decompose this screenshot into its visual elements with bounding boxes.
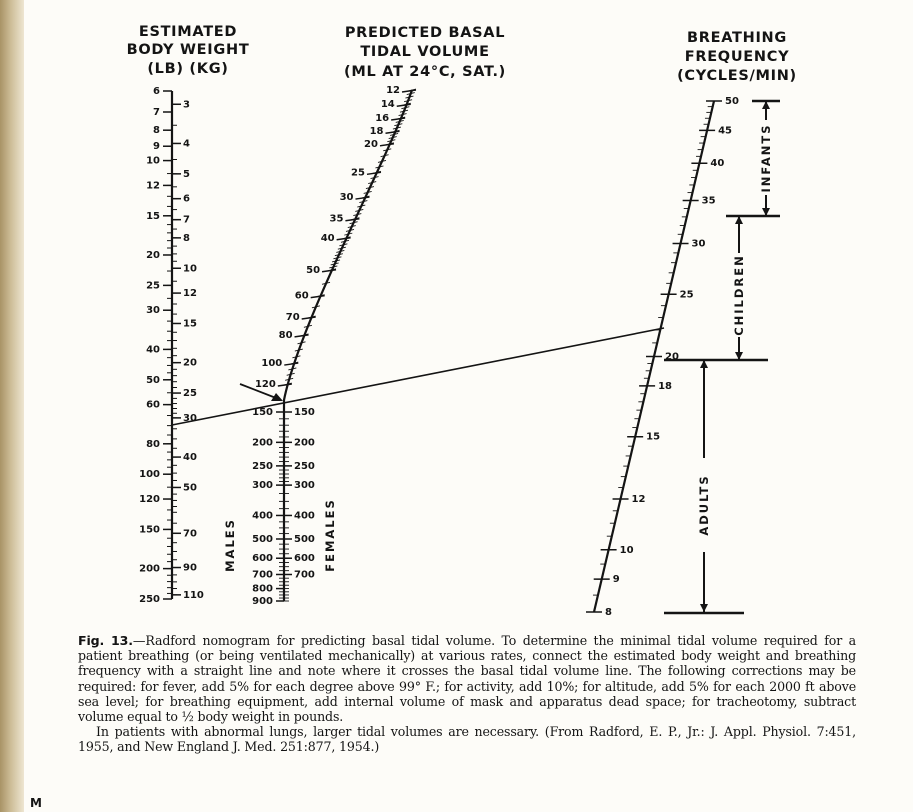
males-label: MALES	[223, 518, 237, 572]
male-tick-250: 250	[252, 460, 273, 472]
lb-tick-200: 200	[139, 563, 160, 575]
kg-tick-110: 110	[183, 589, 204, 601]
lb-tick-40: 40	[146, 344, 160, 356]
tidal-tick-25: 25	[351, 167, 365, 179]
females-label: FEMALES	[323, 498, 337, 572]
female-tick-300: 300	[294, 480, 315, 492]
freq-tick-25: 25	[679, 289, 694, 301]
female-tick-200: 200	[294, 437, 315, 449]
freq-tick-18: 18	[658, 380, 673, 392]
body-weight-scale	[139, 86, 204, 605]
tidal-tick-18: 18	[369, 126, 384, 138]
tidal-tick-12: 12	[386, 85, 400, 96]
kg-tick-30: 30	[183, 412, 197, 424]
lb-tick-80: 80	[146, 438, 160, 450]
caption-text-2: In patients with abnormal lungs, larger tidal volumes are necessary. (From Radford, E. P., Jr.: J. Appl. Physiol. 7:451, 1955, and New England J. Med. 251:877, 1954.)	[78, 724, 856, 755]
kg-tick-12: 12	[183, 288, 197, 300]
freq-tick-15: 15	[646, 431, 661, 443]
female-tick-400: 400	[294, 510, 315, 522]
freq-tick-20: 20	[665, 351, 679, 363]
kg-tick-40: 40	[183, 452, 197, 464]
tidal-tick-80: 80	[278, 329, 293, 341]
male-tick-200: 200	[252, 437, 273, 449]
kg-tick-20: 20	[183, 357, 197, 369]
lb-tick-8: 8	[153, 125, 160, 137]
svg-text:TIDAL VOLUME: TIDAL VOLUME	[360, 44, 490, 60]
svg-text:PREDICTED BASAL: PREDICTED BASAL	[344, 25, 506, 41]
lb-tick-120: 120	[139, 494, 160, 506]
infants-label: INFANTS	[759, 123, 773, 193]
lb-tick-150: 150	[139, 524, 160, 536]
female-tick-500: 500	[294, 533, 315, 545]
adults-bracket	[664, 360, 768, 613]
freq-tick-9: 9	[612, 574, 620, 586]
breathing-frequency-scale	[586, 96, 739, 618]
infants-bracket	[752, 101, 780, 216]
lb-tick-30: 30	[146, 305, 160, 317]
female-tick-150: 150	[294, 407, 315, 418]
kg-tick-90: 90	[183, 562, 197, 574]
tidal-tick-60: 60	[294, 290, 309, 302]
lb-tick-250: 250	[139, 594, 160, 605]
tidal-tick-35: 35	[329, 213, 344, 225]
tidal-volume-title	[344, 25, 506, 80]
kg-tick-70: 70	[183, 528, 197, 540]
female-tick-700: 700	[294, 569, 315, 581]
lb-tick-20: 20	[146, 249, 160, 261]
female-tick-250: 250	[294, 460, 315, 472]
svg-text:BREATHING: BREATHING	[687, 30, 787, 46]
figure-label: Fig. 13.	[78, 633, 133, 648]
lb-tick-12: 12	[146, 180, 160, 192]
kg-tick-6: 6	[183, 193, 190, 205]
tidal-tick-120: 120	[254, 379, 276, 391]
svg-text:(ML AT 24°C, SAT.): (ML AT 24°C, SAT.)	[344, 64, 506, 80]
freq-tick-45: 45	[718, 125, 733, 137]
lb-tick-50: 50	[146, 374, 160, 386]
caption-text: —Radford nomogram for predicting basal tidal volume. To determine the minimal tidal volume required for a patient breathing (or being ventilated mechanically) at various rates, connect the estimated body weight and breathing frequency with a straight line and note where it crosses the basal tidal volume line. The following corrections may be required: for fever, add 5% for each degree above 99° F.; for activity, add 10%; for altitude, add 5% for each 2000 ft above sea level; for breathing equipment, add internal volume of mask and apparatus dead space; for tracheotomy, subtract volume equal to ½ body weight in pounds.	[78, 633, 856, 725]
male-tick-300: 300	[252, 480, 273, 492]
lb-tick-15: 15	[146, 210, 160, 222]
children-label: CHILDREN	[732, 254, 746, 336]
male-tick-900: 900	[252, 596, 273, 607]
freq-tick-40: 40	[710, 158, 725, 170]
figure-caption	[78, 633, 856, 755]
kg-tick-25: 25	[183, 388, 197, 400]
female-tick-600: 600	[294, 553, 315, 565]
page-footer-fragment: M	[30, 796, 42, 810]
male-tick-700: 700	[252, 569, 273, 581]
tidal-tick-20: 20	[364, 138, 378, 150]
kg-tick-15: 15	[183, 318, 197, 330]
tidal-tick-14: 14	[380, 99, 395, 111]
kg-tick-8: 8	[183, 232, 190, 244]
lb-tick-10: 10	[146, 155, 160, 167]
lb-tick-7: 7	[153, 106, 160, 118]
freq-tick-12: 12	[631, 493, 646, 505]
tidal-tick-70: 70	[285, 311, 300, 323]
male-tick-800: 800	[252, 583, 273, 595]
lb-tick-60: 60	[146, 399, 160, 411]
adults-label: ADULTS	[697, 474, 711, 536]
svg-text:(LB) (KG): (LB) (KG)	[147, 61, 229, 77]
children-bracket	[726, 216, 780, 360]
freq-tick-35: 35	[701, 195, 716, 207]
kg-tick-10: 10	[183, 263, 197, 275]
male-tick-400: 400	[252, 510, 273, 522]
kg-tick-7: 7	[183, 214, 190, 226]
kg-tick-3: 3	[183, 99, 190, 111]
lb-tick-6: 6	[153, 86, 160, 97]
lb-tick-9: 9	[153, 141, 160, 153]
tidal-tick-30: 30	[339, 192, 354, 204]
freq-tick-30: 30	[691, 238, 706, 250]
tidal-tick-40: 40	[320, 232, 335, 244]
svg-text:BODY WEIGHT: BODY WEIGHT	[126, 42, 250, 58]
male-tick-500: 500	[252, 533, 273, 545]
tidal-tick-100: 100	[261, 358, 283, 370]
kg-tick-50: 50	[183, 482, 197, 494]
tidal-tick-16: 16	[375, 113, 390, 125]
svg-text:ESTIMATED: ESTIMATED	[138, 24, 238, 40]
tidal-tick-50: 50	[306, 264, 321, 276]
example-connecting-line	[172, 328, 664, 425]
freq-tick-50: 50	[725, 96, 739, 107]
svg-text:(CYCLES/MIN): (CYCLES/MIN)	[677, 68, 797, 84]
freq-tick-8: 8	[605, 607, 612, 618]
weight-title	[127, 24, 250, 77]
frequency-title	[677, 30, 797, 84]
male-tick-600: 600	[252, 553, 273, 565]
kg-tick-5: 5	[183, 168, 190, 180]
male-tick-150: 150	[252, 407, 273, 418]
lb-tick-25: 25	[146, 280, 160, 292]
lb-tick-100: 100	[139, 469, 160, 481]
freq-tick-10: 10	[619, 544, 634, 556]
kg-tick-4: 4	[183, 138, 190, 150]
svg-text:FREQUENCY: FREQUENCY	[684, 49, 790, 65]
